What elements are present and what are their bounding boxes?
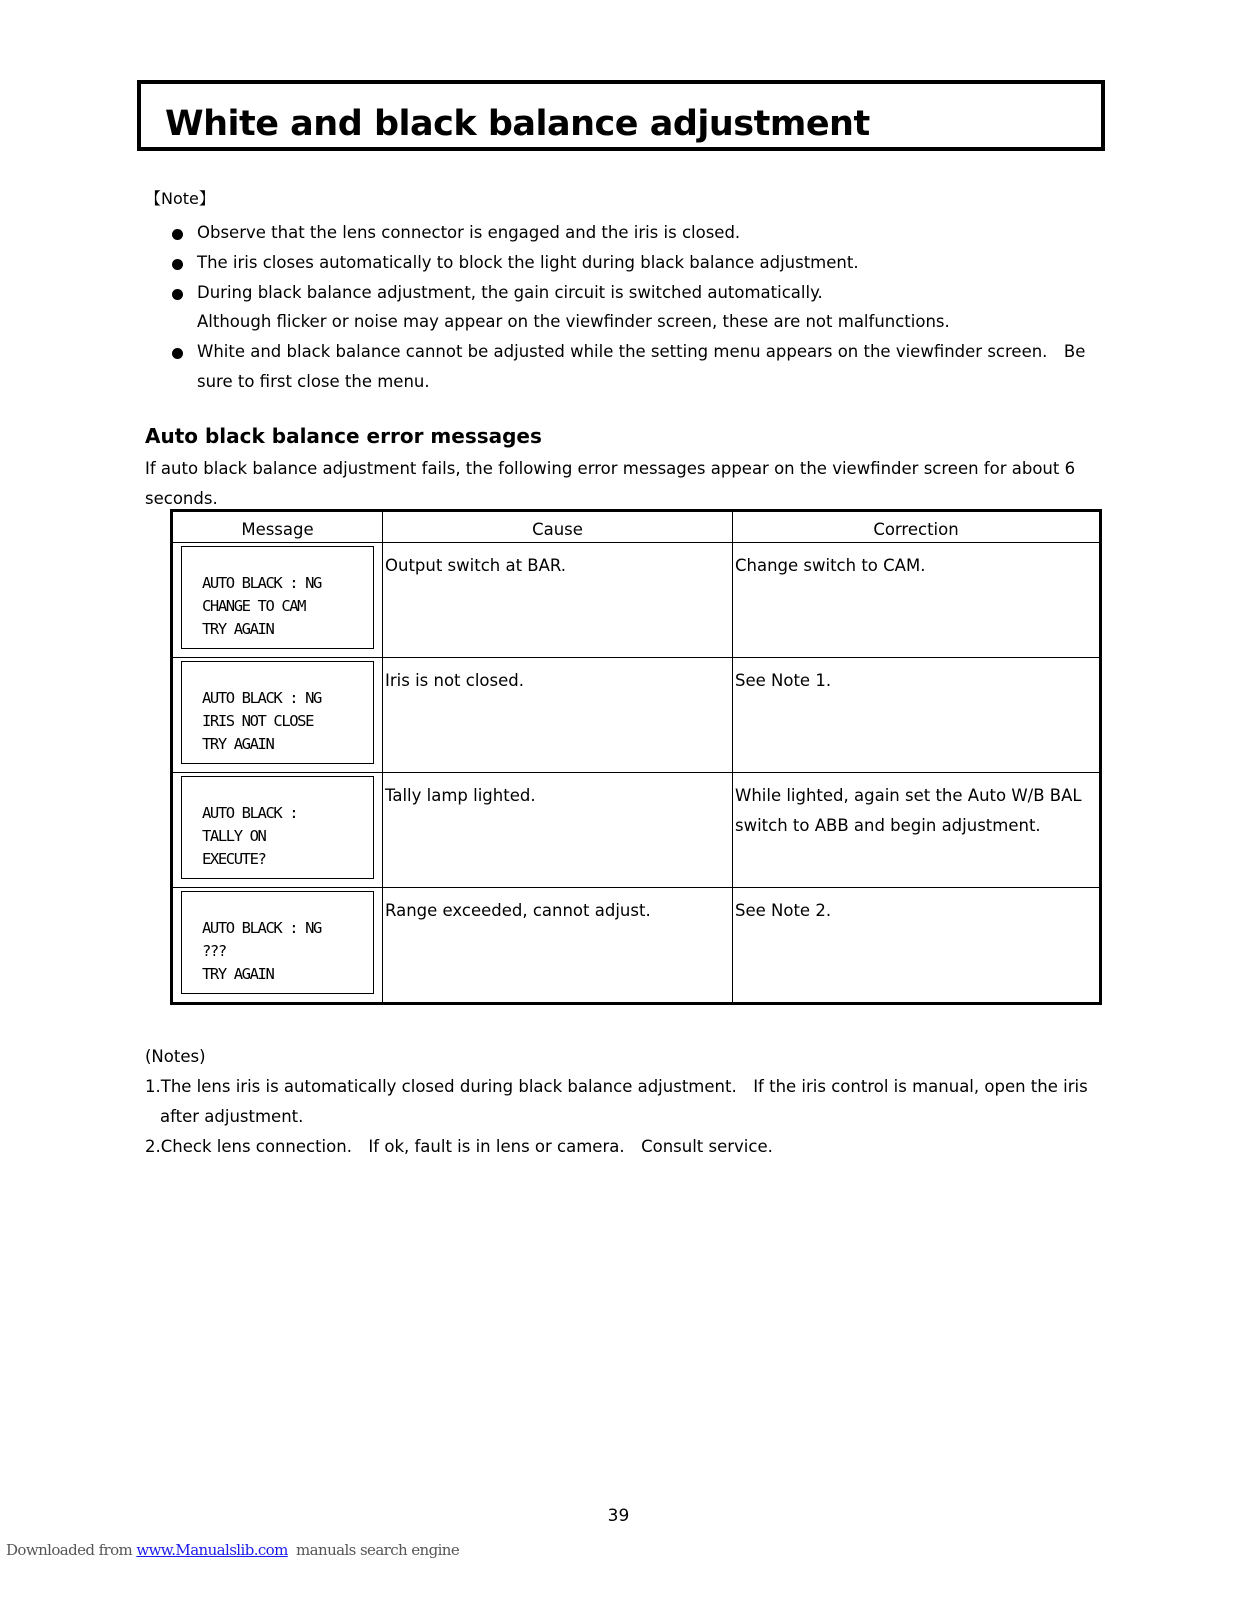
cause-text: Iris is not closed. bbox=[385, 671, 524, 690]
viewfinder-message: AUTO BLACK : NG ??? TRY AGAIN bbox=[181, 891, 374, 994]
note-heading: 【Note】 bbox=[145, 189, 215, 208]
list-item-text: White and black balance cannot be adjusted while the setting menu appears on the viewfinder screen. Be sure to first close the menu. bbox=[197, 342, 1086, 391]
table-row bbox=[172, 658, 1101, 773]
correction-text: See Note 1. bbox=[735, 671, 832, 690]
cause-text: Tally lamp lighted. bbox=[385, 786, 536, 805]
viewfinder-message: AUTO BLACK : NG IRIS NOT CLOSE TRY AGAIN bbox=[181, 661, 374, 764]
list-item-text: The iris closes automatically to block the light during black balance adjustment. bbox=[197, 252, 859, 272]
message-cell bbox=[172, 888, 383, 1004]
list-item-text: During black balance adjustment, the gain circuit is switched automatically. Although flicker or noise may appear on the viewfinder screen, these are not malfunctions. bbox=[197, 282, 950, 332]
footer-prefix: Downloaded from bbox=[6, 1541, 137, 1559]
bullet-icon bbox=[172, 229, 183, 240]
message-cell bbox=[172, 658, 383, 773]
message-cell bbox=[172, 543, 383, 658]
cause-cell bbox=[383, 543, 733, 658]
table-row bbox=[172, 888, 1101, 1004]
correction-text: Change switch to CAM. bbox=[735, 556, 926, 575]
footnote-item: 1.The lens iris is automatically closed during black balance adjustment. If the iris control is manual, open the iris after adjustment. bbox=[145, 1077, 1088, 1126]
list-item bbox=[168, 218, 1088, 248]
correction-cell bbox=[733, 773, 1101, 888]
list-item bbox=[168, 278, 1088, 338]
correction-cell bbox=[733, 543, 1101, 658]
footnote-item: 2.Check lens connection. If ok, fault is in lens or camera. Consult service. bbox=[145, 1137, 773, 1156]
page-title: White and black balance adjustment bbox=[165, 104, 870, 144]
list-item bbox=[168, 337, 1088, 397]
bullet-icon bbox=[172, 348, 183, 359]
list-item-text: Observe that the lens connector is engaged and the iris is closed. bbox=[197, 223, 741, 242]
footnotes bbox=[145, 1042, 1095, 1162]
correction-text: While lighted, again set the Auto W/B BAL switch to ABB and begin adjustment. bbox=[735, 786, 1082, 835]
column-header-cause: Cause bbox=[383, 511, 733, 543]
notes-list bbox=[168, 218, 1088, 397]
correction-cell bbox=[733, 888, 1101, 1004]
bullet-icon bbox=[172, 259, 183, 270]
column-header-message: Message bbox=[172, 511, 383, 543]
table-row bbox=[172, 543, 1101, 658]
title-box bbox=[137, 80, 1105, 151]
cause-cell bbox=[383, 658, 733, 773]
cause-text: Range exceeded, cannot adjust. bbox=[385, 901, 651, 920]
error-message-table bbox=[170, 509, 1102, 1005]
cause-cell bbox=[383, 773, 733, 888]
cause-text: Output switch at BAR. bbox=[385, 556, 567, 575]
cause-cell bbox=[383, 888, 733, 1004]
list-item bbox=[168, 248, 1088, 278]
footer-suffix: manuals search engine bbox=[287, 1541, 460, 1559]
download-footer bbox=[6, 1541, 459, 1559]
table-row bbox=[172, 773, 1101, 888]
correction-cell bbox=[733, 658, 1101, 773]
manualslib-link[interactable]: www.Manualslib.com bbox=[136, 1541, 288, 1559]
viewfinder-message: AUTO BLACK : NG CHANGE TO CAM TRY AGAIN bbox=[181, 546, 374, 649]
viewfinder-message: AUTO BLACK : TALLY ON EXECUTE? bbox=[181, 776, 374, 879]
section-intro: If auto black balance adjustment fails, the following error messages appear on the viewfinder screen for about 6 seconds. bbox=[145, 459, 1076, 508]
column-header-correction: Correction bbox=[733, 511, 1101, 543]
page-number: 39 bbox=[607, 1506, 630, 1526]
section-heading: Auto black balance error messages bbox=[145, 424, 542, 448]
footnotes-heading: (Notes) bbox=[145, 1047, 206, 1066]
bullet-icon bbox=[172, 289, 183, 300]
correction-text: See Note 2. bbox=[735, 901, 832, 920]
table-header-row bbox=[172, 511, 1101, 543]
message-cell bbox=[172, 773, 383, 888]
